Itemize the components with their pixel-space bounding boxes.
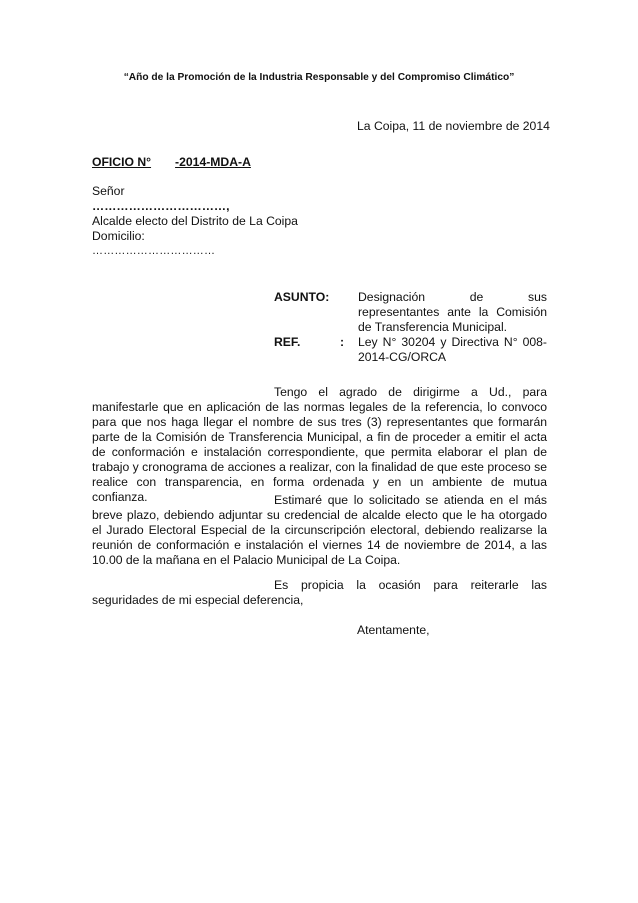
paragraph-2-text: Estimaré que lo solicitado se atienda en el más breve plazo, debiendo adjuntar su credencial de alcalde electo que le ha otorgado el Jurado Electoral Especial de la circunscripción electoral, debiendo realizarse la reunión de conformación e instalación el viernes 14 de noviembre de 2014, a las 10.00 de la mañana en el Palacio Municipal de La Coipa. — [92, 493, 547, 567]
recipient-title: Alcalde electo del Distrito de La Coipa — [92, 214, 298, 228]
ref-colon: : — [340, 335, 345, 349]
body-paragraph-3 — [92, 578, 547, 608]
ref-label: REF. — [274, 335, 301, 349]
oficio-code: -2014-MDA-A — [175, 155, 251, 169]
asunto-text: Designación de sus representantes ante la Comisión de Transferencia Municipal. — [358, 290, 547, 334]
salutation: Señor — [92, 184, 125, 198]
year-motto: “Año de la Promoción de la Industria Responsable y del Compromiso Climático” — [123, 72, 515, 83]
ref-text: Ley N° 30204 y Directiva N° 008-2014-CG/ORCA — [358, 335, 547, 364]
closing: Atentamente, — [357, 623, 430, 637]
domicile-label: Domicilio: — [92, 229, 145, 243]
recipient-block — [92, 184, 298, 259]
asunto-label: ASUNTO: — [274, 290, 330, 304]
subject-block — [274, 290, 547, 365]
body-paragraph-2 — [92, 493, 547, 568]
body-paragraph-1 — [92, 385, 547, 505]
oficio-number — [92, 155, 251, 169]
asunto-row — [274, 290, 547, 335]
recipient-name-placeholder: ……………………………, — [92, 199, 230, 213]
paragraph-3-text: Es propicia la ocasión para reiterarle las seguridades de mi especial deferencia, — [92, 578, 547, 607]
paragraph-1-text: Tengo el agrado de dirigirme a Ud., para manifestarle que en aplicación de las normas legales de la referencia, lo convoco para que nos haga llegar el nombre de sus tres (3) representantes que formarán parte de la Comisión de Transferencia Municipal, a fin de proceder a emitir el acta de conformación e instalación correspondiente, que permita elaborar el plan de trabajo y cronograma de acciones a realizar, con la finalidad de que este proceso se realice con transparencia, en forma ordenada y en un ambiente de mutua confianza. — [92, 385, 547, 504]
letter-date: La Coipa, 11 de noviembre de 2014 — [357, 119, 550, 133]
ref-row — [274, 335, 547, 365]
oficio-prefix: OFICIO N° — [92, 155, 152, 169]
domicile-placeholder: …………………………… — [92, 245, 216, 257]
